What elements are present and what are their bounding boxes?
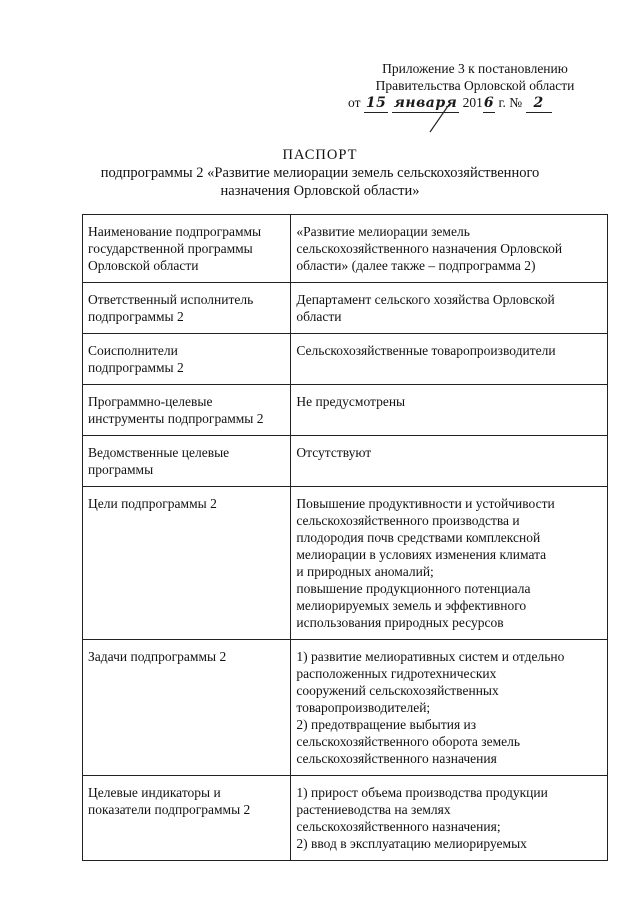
row-value-line: Департамент сельского хозяйства Орловской	[296, 292, 555, 307]
row-value-line: Сельскохозяйственные товаропроизводители	[296, 343, 556, 358]
table-row	[83, 776, 608, 861]
handwritten-year: 6	[483, 95, 495, 111]
title-subtitle-line-1: подпрограммы 2 «Развитие мелиорации земель сельскохозяйственного	[100, 165, 540, 181]
row-label-line: инструменты подпрограммы 2	[88, 411, 264, 426]
handwritten-day: 15	[365, 95, 387, 111]
row-value-line: товаропроизводителей;	[296, 700, 431, 715]
row-value-line: 2) предотвращение выбытия из	[296, 717, 477, 732]
row-label-cell	[83, 385, 291, 436]
passport-table	[82, 214, 608, 861]
table-row	[83, 640, 608, 776]
row-label-line: Ведомственные целевые	[88, 445, 230, 460]
row-label-cell	[83, 776, 291, 861]
table-row	[83, 385, 608, 436]
row-label-line: подпрограммы 2	[88, 309, 184, 324]
row-value-line: растениеводства на землях	[296, 802, 451, 817]
row-label-line: программы	[88, 462, 154, 477]
row-label-line: показатели подпрограммы 2	[88, 802, 251, 817]
row-value-line: мелиорации в условиях изменения климата	[296, 547, 547, 562]
row-value-line: использования природных ресурсов	[296, 615, 504, 630]
row-value-line: 1) развитие мелиоративных систем и отдельно	[296, 649, 565, 664]
row-value-cell	[291, 640, 608, 776]
row-value-line: области» (далее также – подпрограмма 2)	[296, 258, 536, 273]
row-value-line: сельскохозяйственного производства и	[296, 513, 520, 528]
document-title	[60, 146, 580, 200]
table-row	[83, 487, 608, 640]
row-label-line: Цели подпрограммы 2	[88, 496, 217, 511]
from-label: от	[348, 95, 361, 110]
row-value-line: Отсутствуют	[296, 445, 372, 460]
row-value-line: области	[296, 309, 342, 324]
row-label-line: Орловской области	[88, 258, 199, 273]
number-label: г. №	[498, 95, 523, 110]
attachment-note	[340, 60, 610, 113]
attachment-line-1: Приложение 3 к постановлению	[382, 61, 568, 76]
row-value-cell	[291, 334, 608, 385]
row-value-cell	[291, 487, 608, 640]
row-value-line: сельскохозяйственного назначения;	[296, 819, 501, 834]
row-label-line: Задачи подпрограммы 2	[88, 649, 227, 664]
row-label-cell	[83, 640, 291, 776]
attachment-line-2: Правительства Орловской области	[375, 78, 575, 93]
row-value-cell	[291, 283, 608, 334]
row-value-cell	[291, 776, 608, 861]
row-value-line: сельскохозяйственного назначения Орловской	[296, 241, 563, 256]
handwritten-number: 2	[526, 95, 552, 113]
row-label-line: Ответственный исполнитель	[88, 292, 254, 307]
handwritten-month: января	[393, 95, 458, 111]
row-value-line: 1) прирост объема производства продукции	[296, 785, 548, 800]
title-passport: ПАСПОРТ	[282, 147, 358, 163]
row-value-line: сельскохозяйственного оборота земель	[296, 734, 521, 749]
row-label-line: подпрограммы 2	[88, 360, 184, 375]
row-value-cell	[291, 215, 608, 283]
row-value-line: Не предусмотрены	[296, 394, 406, 409]
row-value-line: Повышение продуктивности и устойчивости	[296, 496, 555, 511]
row-value-cell	[291, 436, 608, 487]
row-value-line: расположенных гидротехнических	[296, 666, 497, 681]
row-label-line: Программно-целевые	[88, 394, 213, 409]
row-value-line: 2) ввод в эксплуатацию мелиорируемых	[296, 836, 527, 851]
row-label-cell	[83, 334, 291, 385]
row-label-cell	[83, 436, 291, 487]
table-row	[83, 215, 608, 283]
row-label-cell	[83, 487, 291, 640]
row-value-line: повышение продукционного потенциала	[296, 581, 531, 596]
row-label-line: государственной программы	[88, 241, 253, 256]
row-label-line: Соисполнители	[88, 343, 178, 358]
attachment-date-line	[340, 94, 610, 113]
row-value-line: сооружений сельскохозяйственных	[296, 683, 499, 698]
table-row	[83, 283, 608, 334]
title-subtitle-line-2: назначения Орловской области»	[220, 183, 420, 199]
row-value-line: сельскохозяйственного назначения	[296, 751, 497, 766]
table-row	[83, 334, 608, 385]
passport-table-body	[83, 215, 608, 861]
row-value-line: мелиорируемых земель и эффективного	[296, 598, 527, 613]
row-label-line: Целевые индикаторы и	[88, 785, 221, 800]
row-value-line: и природных аномалий;	[296, 564, 434, 579]
row-label-cell	[83, 283, 291, 334]
row-value-line: плодородия почв средствами комплексной	[296, 530, 541, 545]
table-row	[83, 436, 608, 487]
row-label-cell	[83, 215, 291, 283]
row-value-cell	[291, 385, 608, 436]
pen-stroke-mark	[400, 104, 470, 134]
year-prefix: 201	[462, 95, 483, 110]
row-label-line: Наименование подпрограммы	[88, 224, 262, 239]
row-value-line: «Развитие мелиорации земель	[296, 224, 470, 239]
